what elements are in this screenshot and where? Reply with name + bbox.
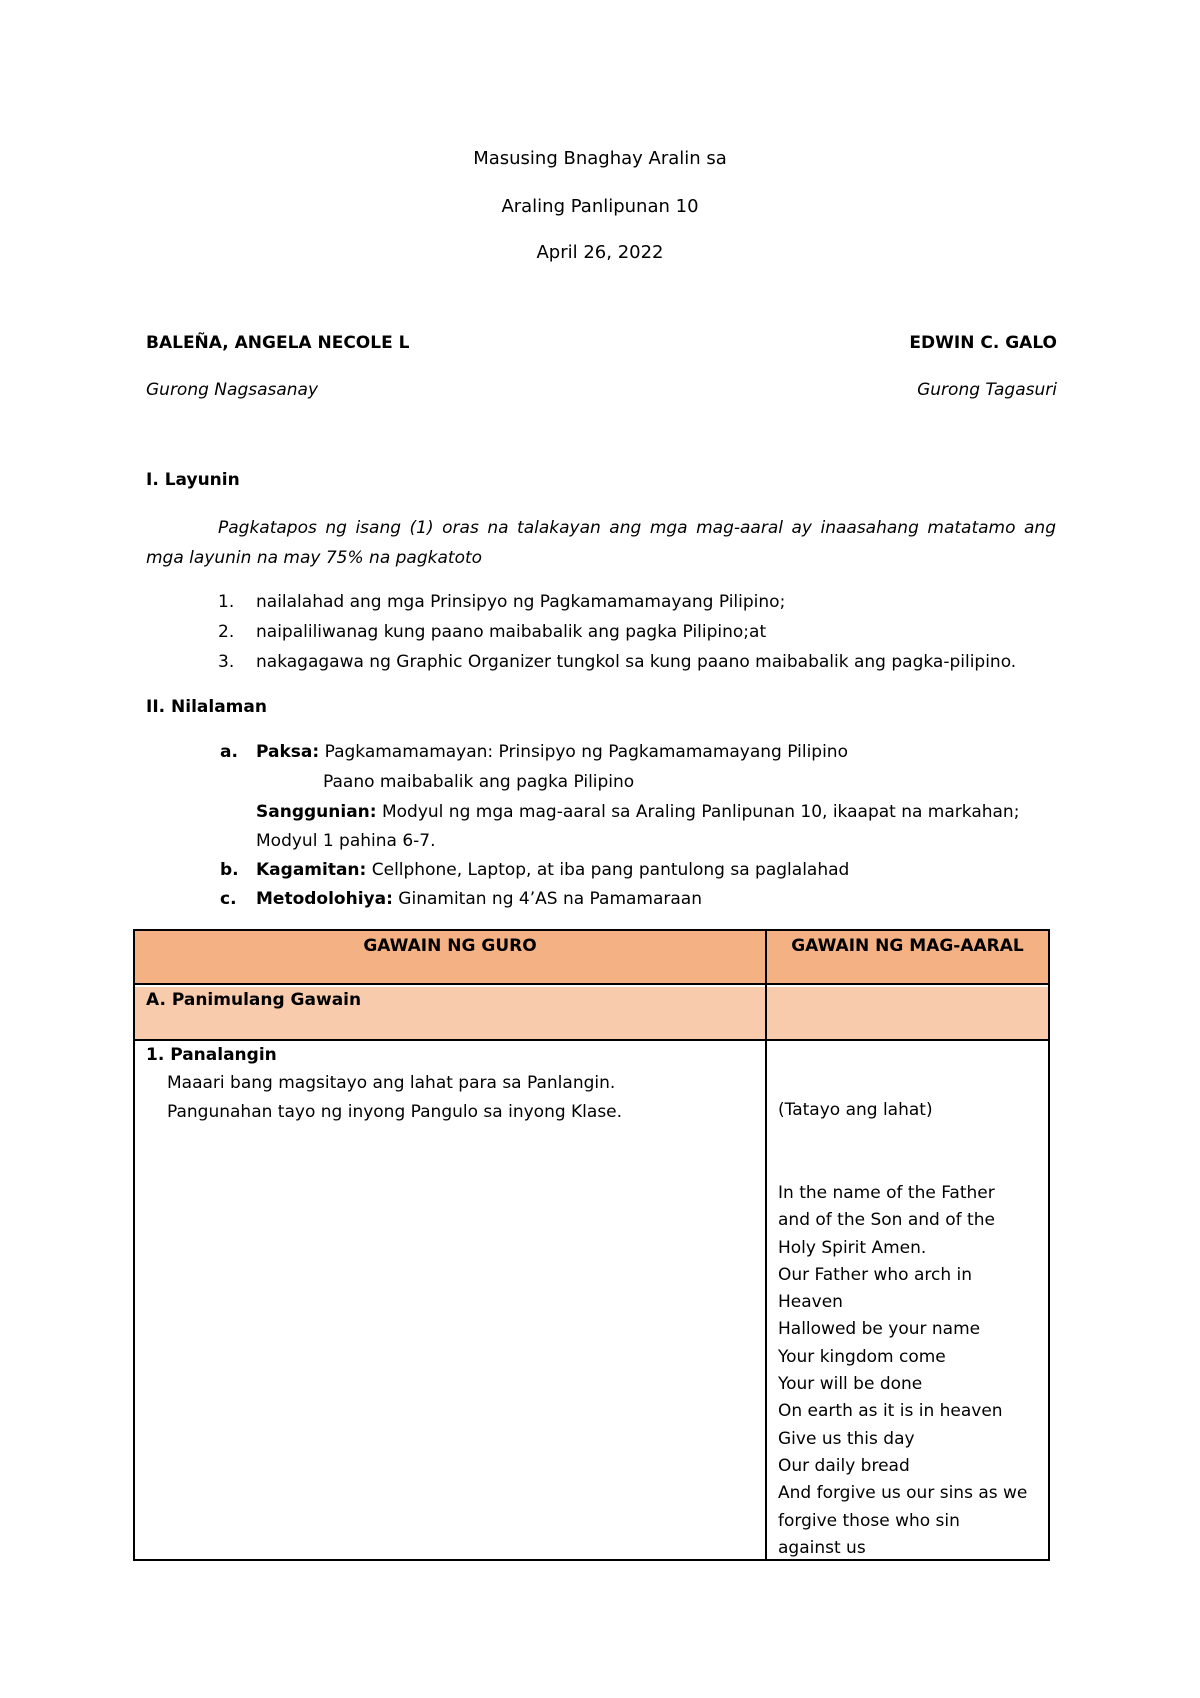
kagamitan-text: Cellphone, Laptop, at iba pang pantulong sa paglalahad	[371, 860, 850, 880]
panalangin-title: 1. Panalangin	[146, 1045, 277, 1065]
prayer-line: Holy Spirit Amen.	[778, 1237, 927, 1258]
prayer-line: Your kingdom come	[778, 1346, 946, 1367]
table-row-divider	[133, 983, 1050, 985]
prayer-line: Hallowed be your name	[778, 1319, 981, 1340]
prayer-line: And forgive us our sins as we	[778, 1483, 1028, 1504]
list-marker: a.	[220, 742, 238, 762]
kagamitan-label: Kagamitan:	[256, 860, 367, 880]
prayer-line: and of the Son and of the	[778, 1210, 995, 1231]
sanggunian-label: Sanggunian:	[256, 802, 377, 822]
objective-paragraph	[146, 513, 1056, 573]
table-header-student: GAWAIN NG MAG-AARAL	[791, 936, 1024, 956]
doc-title-line2: Araling Panlipunan 10	[501, 196, 699, 217]
metodolohiya-text: Ginamitan ng 4’AS na Pamamaraan	[398, 889, 702, 909]
prayer-line: Our Father who arch in	[778, 1264, 973, 1285]
paksa-row	[256, 742, 848, 762]
prayer-line: Our daily bread	[778, 1455, 910, 1476]
paksa-label: Paksa:	[256, 742, 320, 762]
prayer-line: forgive those who sin	[778, 1510, 960, 1531]
paksa-text: Pagkamamamayan: Prinsipyo ng Pagkamamamayang Pilipino	[324, 742, 848, 762]
prayer-line: On earth as it is in heaven	[778, 1401, 1003, 1422]
section-heading-nilalaman: II. Nilalaman	[146, 697, 267, 717]
list-marker: c.	[220, 889, 237, 909]
metodolohiya-label: Metodolohiya:	[256, 889, 393, 909]
sanggunian-text: Modyul ng mga mag-aaral sa Araling Panlipunan 10, ikaapat na markahan;	[381, 802, 1020, 822]
list-number: 1.	[218, 592, 235, 612]
prayer-line: Your will be done	[778, 1374, 923, 1395]
table-row-divider	[133, 1039, 1050, 1041]
prayer-line: Give us this day	[778, 1428, 915, 1449]
reviewer-role: Gurong Tagasuri	[917, 380, 1057, 400]
list-number: 3.	[218, 652, 235, 672]
table-column-divider	[765, 929, 767, 1561]
teacher-instruction: Maaari bang magsitayo ang lahat para sa Panlangin.	[167, 1073, 616, 1093]
prayer-line: In the name of the Father	[778, 1183, 995, 1203]
section-heading-layunin: I. Layunin	[146, 470, 240, 490]
metodolohiya-row	[256, 889, 702, 909]
trainee-role: Gurong Nagsasanay	[146, 380, 319, 400]
list-marker: b.	[220, 860, 239, 880]
paksa-text-2: Paano maibabalik ang pagka Pilipino	[323, 772, 635, 792]
table-header-teacher: GAWAIN NG GURO	[363, 936, 537, 956]
prayer-text	[778, 1180, 1027, 1562]
teacher-instruction: Pangunahan tayo ng inyong Pangulo sa inyong Klase.	[167, 1102, 623, 1122]
objective-text: Pagkatapos ng isang (1) oras na talakayan ang mga mag-aaral ay inaasahang matatamo ang mga layunin na may 75% na pagkatoto	[146, 518, 1056, 568]
doc-date: April 26, 2022	[536, 242, 664, 263]
list-item: nakagagawa ng Graphic Organizer tungkol sa kung paano maibabalik ang pagka-pilipino.	[256, 652, 1017, 672]
prayer-line: against us	[778, 1537, 866, 1558]
prayer-line: Heaven	[778, 1292, 843, 1313]
table-section-a: A. Panimulang Gawain	[146, 990, 362, 1010]
sanggunian-text-2: Modyul 1 pahina 6-7.	[256, 831, 436, 851]
list-item: naipaliliwanag kung paano maibabalik ang pagka Pilipino;at	[256, 622, 767, 642]
sanggunian-row	[256, 802, 1019, 822]
doc-title-line1: Masusing Bnaghay Aralin sa	[473, 148, 727, 169]
list-item: nailalahad ang mga Prinsipyo ng Pagkamamamayang Pilipino;	[256, 592, 786, 612]
kagamitan-row	[256, 860, 849, 880]
trainee-name: BALEÑA, ANGELA NECOLE L	[146, 333, 410, 353]
list-number: 2.	[218, 622, 235, 642]
student-response: (Tatayo ang lahat)	[778, 1100, 933, 1120]
reviewer-name: EDWIN C. GALO	[909, 333, 1057, 353]
